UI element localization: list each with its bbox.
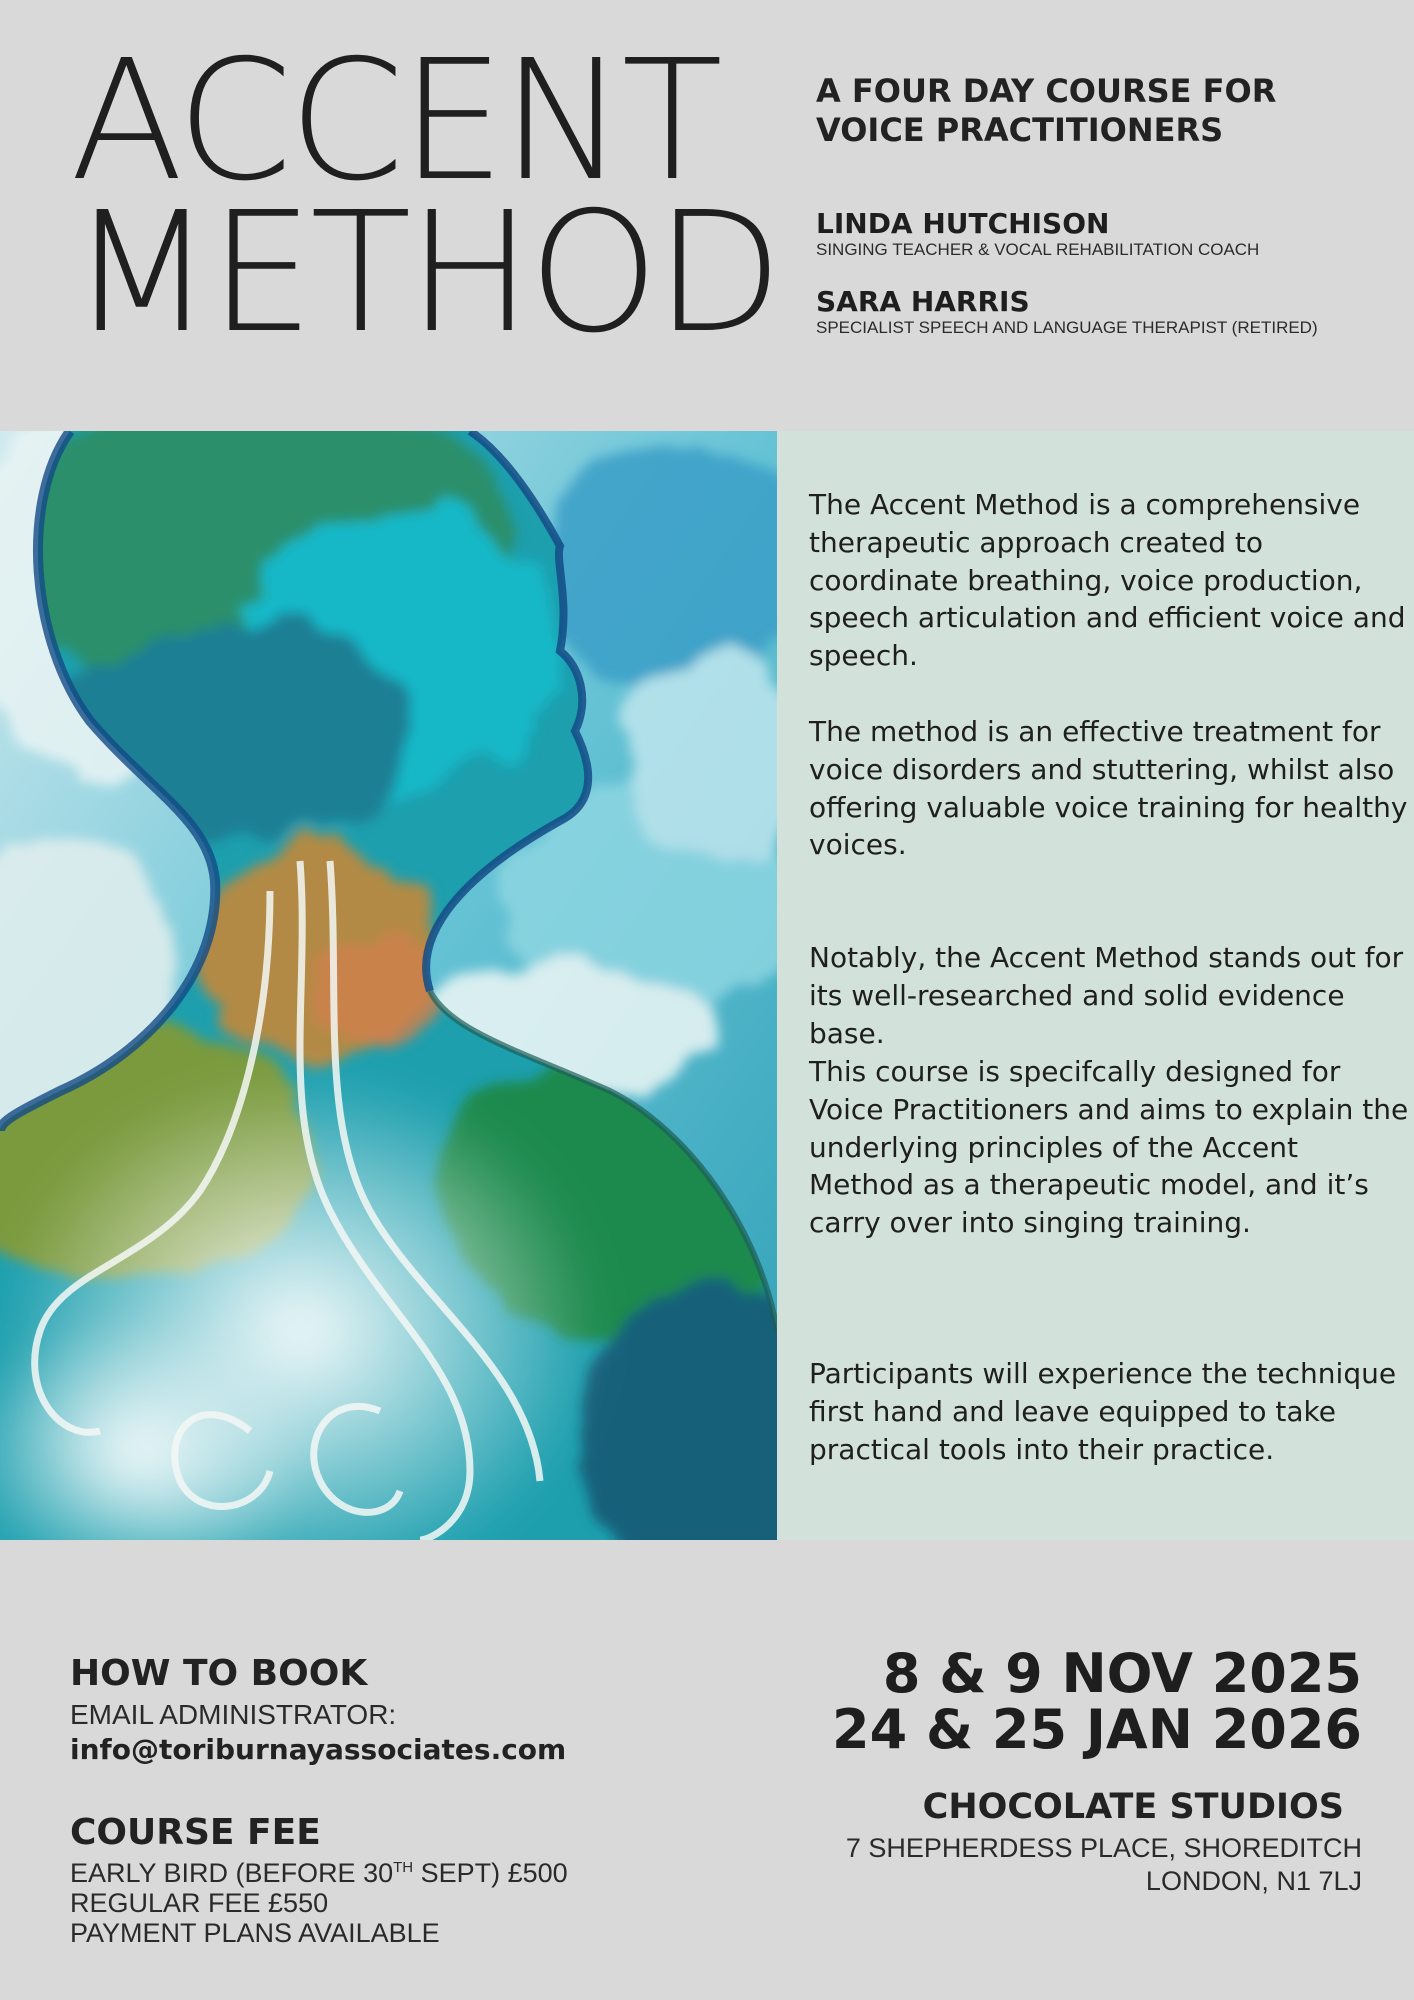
subtitle-line-1: A FOUR DAY COURSE FOR [816, 72, 1277, 110]
course-dates [832, 1642, 1362, 1761]
date-line-1: 8 & 9 NOV 2025 [882, 1642, 1362, 1705]
description-paragraph: The method is an effective treatment for voice disorders and stuttering, whilst also offering valuable voice training for healthy voices. [809, 715, 1408, 862]
description-panel [777, 431, 1414, 1540]
title-line-1: ACCENT [70, 25, 719, 218]
early-bird-ordinal: TH [393, 1859, 414, 1876]
description-paragraph: This course is specifcally designed for Voice Practitioners and aims to explain the underlying principles of the Accent Method as a therapeutic model, and it’s carry over into singing training. [809, 1055, 1409, 1240]
course-title [70, 25, 779, 370]
watercolor-profile-illustration [0, 431, 777, 1540]
how-to-book-heading: HOW TO BOOK [70, 1653, 368, 1694]
venue-address-line-2: LONDON, N1 7LJ [1145, 1866, 1362, 1896]
description-paragraph: Participants will experience the technique first hand and leave equipped to take practical tools into their practice. [809, 1357, 1397, 1466]
course-subtitle [816, 72, 1376, 150]
early-bird-prefix: EARLY BIRD (BEFORE 30 [70, 1858, 394, 1888]
illustration-graphic [0, 431, 777, 1540]
early-bird-suffix: SEPT) £500 [413, 1858, 568, 1888]
venue-name: CHOCOLATE STUDIOS [922, 1787, 1344, 1827]
description-paragraph: Notably, the Accent Method stands out for its well-researched and solid evidence base. [809, 941, 1404, 1050]
instructor-sara [816, 286, 1318, 338]
instructor-role: SINGING TEACHER & VOCAL REHABILITATION COACH [816, 240, 1260, 259]
fee-list [70, 1858, 568, 1948]
instructor-name: SARA HARRIS [816, 285, 1030, 318]
venue-address [846, 1832, 1362, 1898]
instructor-linda [816, 208, 1259, 260]
instructor-role: SPECIALIST SPEECH AND LANGUAGE THERAPIST (RETIRED) [816, 318, 1318, 337]
subtitle-line-2: VOICE PRACTITIONERS [816, 111, 1224, 149]
email-administrator-label: EMAIL ADMINISTRATOR: [70, 1699, 397, 1730]
course-fee-heading: COURSE FEE [70, 1812, 321, 1853]
date-line-2: 24 & 25 JAN 2026 [832, 1698, 1362, 1761]
instructor-name: LINDA HUTCHISON [816, 207, 1110, 240]
venue-address-line-1: 7 SHEPHERDESS PLACE, SHOREDITCH [845, 1833, 1362, 1863]
early-bird-fee [70, 1858, 568, 1888]
description-paragraph: The Accent Method is a comprehensive therapeutic approach created to coordinate breathing, voice production, speech articulation and efficient voice and speech. [809, 488, 1406, 673]
payment-plans: PAYMENT PLANS AVAILABLE [70, 1918, 440, 1948]
booking-email-link[interactable]: info@toriburnayassociates.com [70, 1733, 567, 1766]
regular-fee: REGULAR FEE £550 [70, 1888, 329, 1918]
title-line-2: METHOD [70, 177, 779, 370]
